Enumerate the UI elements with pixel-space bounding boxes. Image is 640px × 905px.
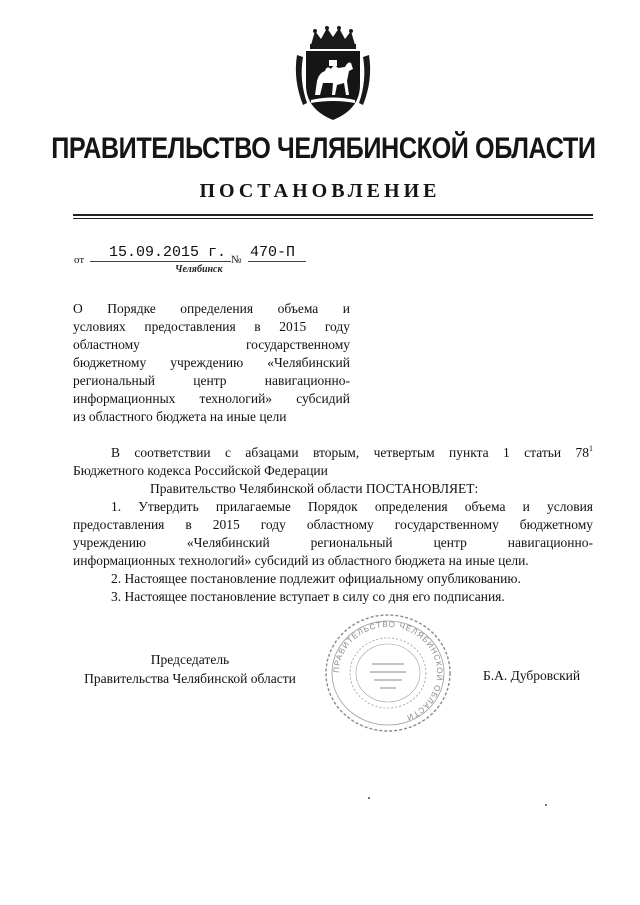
item-2-line: 2. Настоящее постановление подлежит официальному опубликованию. xyxy=(111,571,521,586)
subject-line: областному государственному xyxy=(73,337,350,352)
decree-line: Правительство Челябинской области ПОСТАНОВЛЯЕТ: xyxy=(150,481,479,496)
document-type: ПОСТАНОВЛЕНИЕ xyxy=(199,180,441,202)
document-date: 15.09.2015 г. xyxy=(109,244,227,261)
preamble-line: Бюджетного кодекса Российской Федерации xyxy=(73,463,328,478)
item-1-line: предоставления в 2015 году областному государственному бюджетному xyxy=(73,517,593,532)
scan-speck xyxy=(368,797,370,799)
decree-item-2 xyxy=(73,570,593,588)
subject-line: из областного бюджета на иные цели xyxy=(73,409,287,424)
official-seal-icon xyxy=(322,612,454,734)
decree-statement xyxy=(73,480,593,498)
header-rule-thin xyxy=(73,218,593,219)
signer-title xyxy=(70,650,310,688)
number-label: № xyxy=(231,254,242,266)
seal-arc-text: ПРАВИТЕЛЬСТВО ЧЕЛЯБИНСКОЙ ОБЛАСТИ xyxy=(331,619,445,723)
item-3-line: 3. Настоящее постановление вступает в силу со дня его подписания. xyxy=(111,589,505,604)
preamble-line: В соответствии с абзацами вторым, четвертым пункта 1 статьи 78 xyxy=(111,445,589,460)
preamble-paragraph xyxy=(73,440,593,480)
signer-title-line: Правительства Челябинской области xyxy=(84,671,296,686)
scan-speck xyxy=(545,804,547,806)
decree-body xyxy=(73,440,593,606)
subject-line: региональный центр навигационно- xyxy=(73,373,350,388)
subject-line: О Порядке определения объема и xyxy=(73,301,350,316)
item-1-line: информационных технологий» субсидий из областного бюджета на иные цели. xyxy=(73,553,529,568)
svg-text:ПРАВИТЕЛЬСТВО ЧЕЛЯБИНСКОЙ ОБЛА xyxy=(332,620,444,723)
item-1-line: 1. Утвердить прилагаемые Порядок определения объема и условия xyxy=(111,499,593,514)
document-number: 470-П xyxy=(250,244,296,261)
signer-title-line: Председатель xyxy=(150,652,230,667)
coat-of-arms-icon xyxy=(293,25,373,123)
subject-line: бюджетному учреждению «Челябинский xyxy=(73,355,350,370)
subject-line: условиях предоставления в 2015 году xyxy=(73,319,350,334)
item-1-line: учреждению «Челябинский региональный центр навигационно- xyxy=(73,535,593,550)
city-label: Челябинск xyxy=(175,264,223,275)
decree-item-1 xyxy=(73,498,593,570)
header-rule xyxy=(73,214,593,216)
subject-line: информационных технологий» субсидий xyxy=(73,391,350,406)
date-underline xyxy=(90,261,231,262)
government-title: ПРАВИТЕЛЬСТВО ЧЕЛЯБИНСКОЙ ОБЛАСТИ xyxy=(51,132,596,165)
decree-item-3 xyxy=(73,588,593,606)
number-underline xyxy=(248,261,306,262)
signer-name: Б.А. Дубровский xyxy=(483,668,581,683)
decree-subject xyxy=(73,300,350,426)
article-superscript: 1 xyxy=(589,444,593,453)
from-label: от xyxy=(74,254,85,266)
